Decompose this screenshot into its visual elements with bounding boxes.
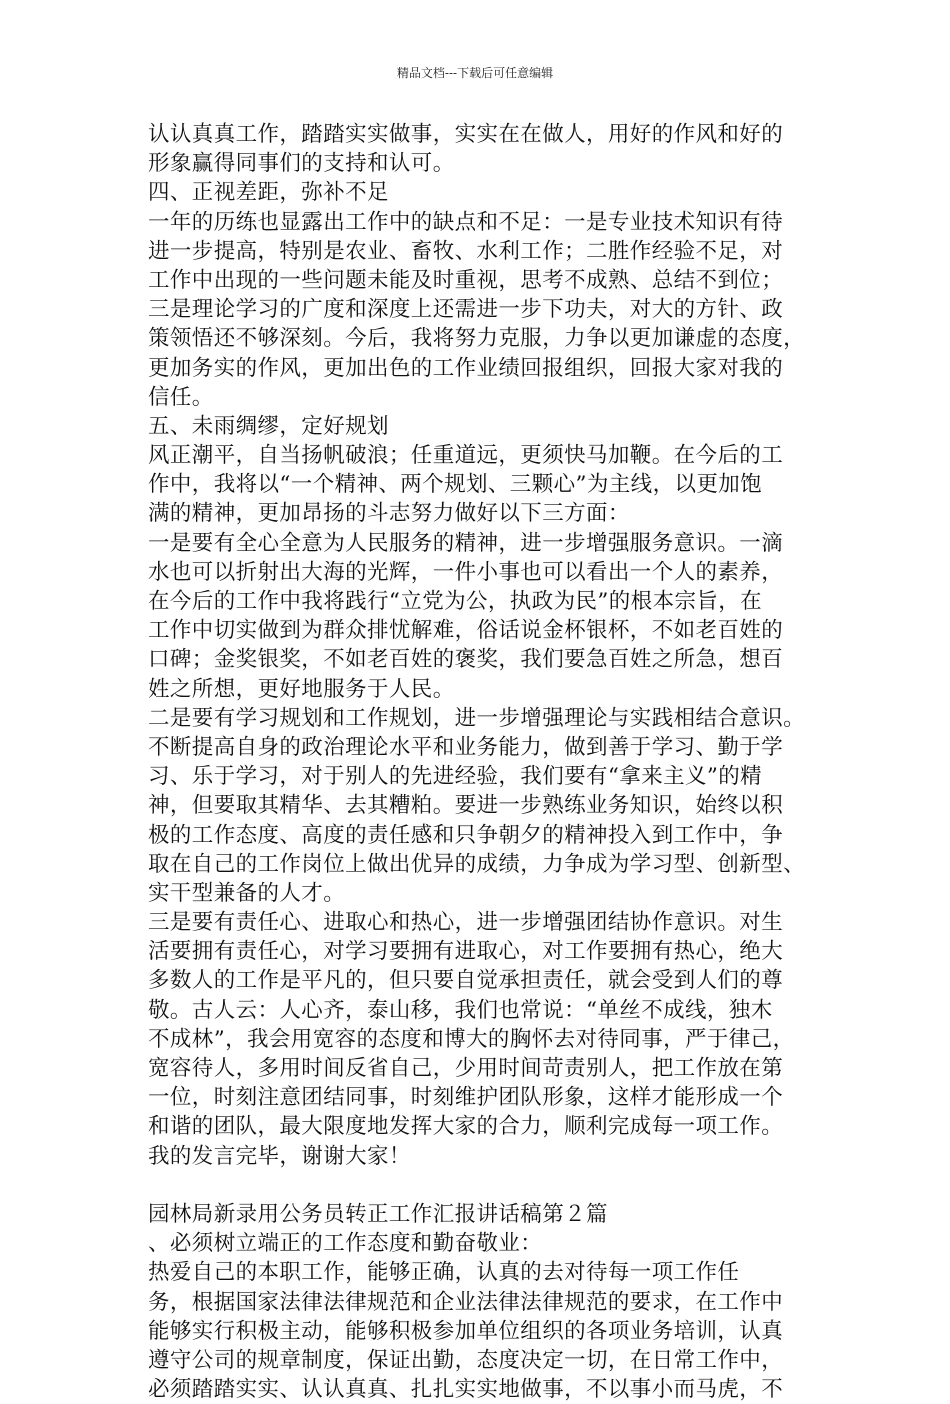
text-line: 水也可以折射出大海的光辉，一件小事也可以看出一个人的素养， — [148, 559, 784, 585]
text-line: 姓之所想，更好地服务于人民。 — [148, 676, 455, 702]
text-line: 二是要有学习规划和工作规划，进一步增强理论与实践相结合意识。 — [148, 705, 806, 731]
text-line: 策领悟还不够深刻。今后，我将努力克服，力争以更加谦虚的态度， — [148, 326, 806, 352]
text-line: 极的工作态度、高度的责任感和只争朝夕的精神投入到工作中，争 — [148, 822, 784, 848]
text-line: 多数人的工作是平凡的，但只要自觉承担责任，就会受到人们的尊 — [148, 968, 784, 994]
text-line: 和谐的团队，最大限度地发挥大家的合力，顺利完成每一项工作。 — [148, 1114, 784, 1140]
text-line: 更加务实的作风，更加出色的工作业绩回报组织，回报大家对我的 — [148, 355, 784, 381]
text-line: 工作中出现的一些问题未能及时重视，思考不成熟、总结不到位； — [148, 267, 784, 293]
text-line: 敬。古人云：人心齐，泰山移，我们也常说：“单丝不成线，独木 — [148, 997, 773, 1023]
text-line: 三是理论学习的广度和深度上还需进一步下功夫，对大的方针、政 — [148, 297, 784, 323]
text-line: 活要拥有责任心，对学习要拥有进取心，对工作要拥有热心，绝大 — [148, 939, 784, 965]
text-line: 我的发言完毕，谢谢大家！ — [148, 1143, 411, 1169]
text-line: 不成林”，我会用宽容的态度和博大的胸怀去对待同事，严于律己， — [148, 1026, 795, 1052]
page-header: 精品文档---下载后可任意编辑 — [396, 66, 554, 80]
text-line: 能够实行积极主动，能够积极参加单位组织的各项业务培训，认真 — [148, 1318, 784, 1344]
text-line: 在今后的工作中我将践行“立党为公，执政为民”的根本宗旨，在 — [148, 589, 763, 614]
text-line: 习、乐于学习，对于别人的先进经验，我们要有“拿来主义”的精 — [148, 764, 763, 790]
text-line: 不断提高自身的政治理论水平和业务能力，做到善于学习、勤于学 — [148, 734, 784, 760]
text-line: 五、未雨绸缪，定好规划 — [148, 413, 389, 439]
document-body — [148, 120, 818, 1404]
text-line: 宽容待人，多用时间反省自己，少用时间苛责别人，把工作放在第 — [148, 1056, 784, 1081]
text-line: 必须踏踏实实、认认真真、扎扎实实地做事，不以事小而马虎，不 — [148, 1377, 784, 1403]
text-line: 四、正视差距，弥补不足 — [148, 180, 389, 206]
blank-line — [148, 1171, 818, 1200]
text-line: 、必须树立端正的工作态度和勤奋敬业： — [148, 1231, 543, 1257]
text-line: 园林局新录用公务员转正工作汇报讲话稿第２篇 — [148, 1201, 608, 1227]
text-line: 作中，我将以“一个精神、两个规划、三颗心”为主线，以更加饱 — [148, 472, 763, 498]
text-line: 实干型兼备的人才。 — [148, 880, 346, 906]
text-line: 一位，时刻注意团结同事，时刻维护团队形象，这样才能形成一个 — [148, 1085, 784, 1111]
text-line: 神，但要取其精华、去其糟粕。要进一步熟练业务知识，始终以积 — [148, 793, 784, 819]
text-line: 取在自己的工作岗位上做出优异的成绩，力争成为学习型、创新型、 — [148, 851, 806, 877]
text-line: 口碑；金奖银奖，不如老百姓的褒奖，我们要急百姓之所急，想百 — [148, 647, 784, 673]
text-line: 热爱自己的本职工作，能够正确，认真的去对待每一项工作任 — [148, 1260, 740, 1286]
text-line: 进一步提高，特别是农业、畜牧、水利工作；二胜作经验不足，对 — [148, 238, 784, 264]
text-line: 风正潮平，自当扬帆破浪；任重道远，更须快马加鞭。在今后的工 — [148, 443, 784, 469]
text-line: 一是要有全心全意为人民服务的精神，进一步增强服务意识。一滴 — [148, 530, 784, 556]
text-line: 遵守公司的规章制度，保证出勤，态度决定一切，在日常工作中， — [148, 1347, 784, 1373]
text-line: 务，根据国家法律法律规范和企业法律法律规范的要求，在工作中 — [148, 1289, 784, 1315]
text-line: 认认真真工作，踏踏实实做事，实实在在做人，用好的作风和好的 — [148, 122, 784, 147]
text-line: 形象赢得同事们的支持和认可。 — [148, 151, 455, 177]
text-line: 信任。 — [148, 384, 214, 410]
text-line: 工作中切实做到为群众排忧解难，俗话说金杯银杯，不如老百姓的 — [148, 618, 784, 644]
text-line: 满的精神，更加昂扬的斗志努力做好以下三方面： — [148, 501, 630, 527]
text-line: 三是要有责任心、进取心和热心，进一步增强团结协作意识。对生 — [148, 910, 784, 936]
text-line: 一年的历练也显露出工作中的缺点和不足：一是专业技术知识有待 — [148, 209, 784, 235]
